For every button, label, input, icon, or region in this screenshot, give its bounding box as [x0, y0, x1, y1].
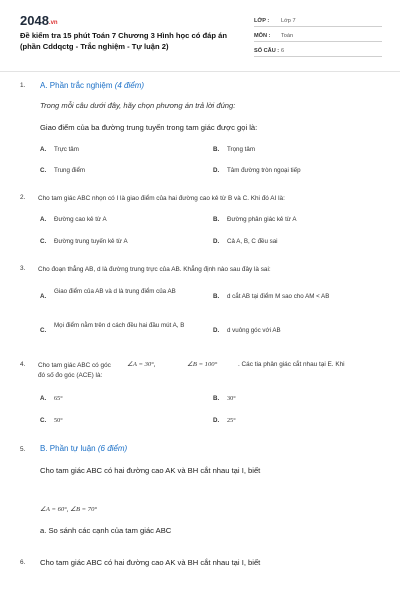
meta-row-class: [254, 12, 382, 27]
question-stem: Cho tam giác ABC có hai đường cao AK và BH cắt nhau tại I, biết: [40, 466, 261, 475]
angle-a: ∠A = 30°,: [127, 361, 156, 368]
question-stem: Cho tam giác ABC có hai đường cao AK và BH cắt nhau tại I, biết: [40, 558, 261, 567]
meta-key: SỐ CÂU :: [254, 48, 280, 54]
site-logo[interactable]: [20, 13, 58, 28]
given-angles: ∠A = 60°, ∠B = 70°: [40, 506, 98, 513]
page-title: Đề kiểm tra 15 phút Toán 7 Chương 3 Hình học có đáp án (phần Cddqctg - Trắc nghiệm - Tự luận 2): [20, 31, 227, 51]
instruction: Trong mỗi câu dưới đây, hãy chọn phương án trả lời đúng:: [40, 101, 236, 110]
meta-row-subject: [254, 27, 382, 42]
logo-suffix: .vn: [48, 20, 58, 26]
question-4-cont2: đó số đo góc (ACE) là:: [38, 372, 103, 379]
meta-panel: [254, 12, 382, 57]
meta-key: MÔN :: [254, 33, 271, 39]
section-title-b: B. Phần tự luận (6 điểm): [40, 444, 128, 453]
section-title-a: A. Phần trắc nghiệm (4 điểm): [40, 81, 145, 90]
logo-text: 2048: [20, 13, 49, 28]
meta-value: Lớp 7: [281, 18, 296, 24]
header-divider: [0, 71, 400, 72]
question-stem: Giao điểm của ba đường trung tuyến trong tam giác được gọi là:: [40, 123, 258, 132]
angle-b: ∠B = 100°: [187, 361, 218, 368]
question-4-cont: . Các tia phân giác cắt nhau tại E. Khi: [238, 361, 345, 368]
header: [0, 0, 400, 70]
meta-value: Toán: [281, 33, 294, 39]
sub-question: a. So sánh các cạnh của tam giác ABC: [40, 526, 172, 535]
meta-key: LỚP :: [254, 18, 270, 24]
meta-row-count: [254, 42, 382, 57]
meta-value: 6: [281, 48, 285, 54]
